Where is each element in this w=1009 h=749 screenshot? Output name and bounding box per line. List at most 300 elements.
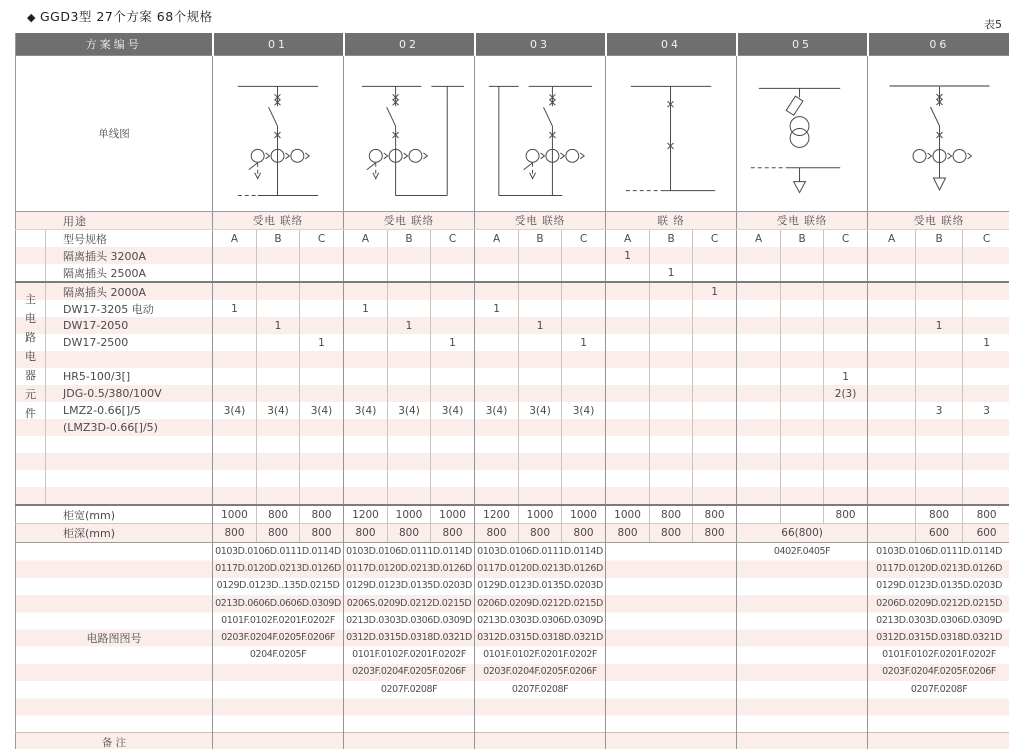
width-cell: 1200: [344, 505, 388, 524]
qty-cell: [257, 419, 300, 436]
qty-cell: [606, 402, 650, 419]
subcol-header-A: A: [344, 230, 388, 248]
qty-cell: [737, 402, 781, 419]
qty-cell: [693, 351, 737, 368]
qty-cell: [519, 264, 562, 282]
qty-cell: [519, 385, 562, 402]
spacer-cell: [562, 453, 606, 470]
qty-cell: [650, 419, 693, 436]
qty-cell: [519, 282, 562, 300]
component-label: 隔离插头 3200A: [63, 249, 147, 263]
subcol-header-B: B: [650, 230, 693, 248]
code-line: 0402F.0405F: [773, 546, 831, 557]
component-row: [16, 282, 1009, 300]
qty-cell: [868, 300, 916, 317]
component-label: HR5-100/3[]: [63, 370, 131, 383]
side-strip-cell: [16, 487, 46, 505]
spacer-row: [16, 470, 1009, 487]
qty-cell: [737, 351, 781, 368]
cabinet-width-label: 柜宽(mm): [16, 505, 213, 524]
spacer-cell: [213, 453, 257, 470]
qty-cell: [693, 402, 737, 419]
qty-cell: [475, 317, 519, 334]
qty-cell: [213, 247, 257, 264]
qty-cell: [963, 247, 1009, 264]
qty-cell: [650, 300, 693, 317]
qty-cell: 1: [693, 282, 737, 300]
width-cell: 800: [963, 505, 1009, 524]
qty-cell: 3(4): [475, 402, 519, 419]
qty-cell: [300, 264, 344, 282]
qty-cell: [388, 385, 431, 402]
qty-cell: [916, 264, 963, 282]
spacer-cell: [388, 436, 431, 453]
spacer-cell: [737, 470, 781, 487]
spacer-cell: [213, 436, 257, 453]
qty-cell: [693, 385, 737, 402]
qty-cell: [388, 300, 431, 317]
qty-cell: [213, 317, 257, 334]
spacer-cell: [824, 436, 868, 453]
spacer-row: [16, 487, 1009, 505]
qty-cell: [916, 419, 963, 436]
qty-cell: [781, 351, 824, 368]
scheme-header-04: 04: [606, 33, 737, 56]
purpose-value-04: 联 络: [606, 212, 737, 230]
depth-cell: [868, 524, 916, 543]
qty-cell: [737, 300, 781, 317]
qty-cell: [344, 264, 388, 282]
qty-cell: 3(4): [213, 402, 257, 419]
component-row: [16, 247, 1009, 264]
qty-cell: [963, 419, 1009, 436]
qty-cell: [650, 282, 693, 300]
qty-cell: [963, 385, 1009, 402]
subcol-header-A: A: [737, 230, 781, 248]
spacer-label: [46, 470, 213, 487]
qty-cell: [693, 334, 737, 351]
spacer-cell: [824, 470, 868, 487]
qty-cell: [300, 300, 344, 317]
subcol-header-B: B: [519, 230, 562, 248]
qty-cell: [916, 300, 963, 317]
depth-cell: 800: [562, 524, 606, 543]
code-line: 0117D.0120D.0213D.0126D: [215, 563, 341, 575]
qty-cell: [781, 247, 824, 264]
depth-cell: 800: [388, 524, 431, 543]
qty-cell: [737, 385, 781, 402]
spacer-cell: [606, 487, 650, 505]
spacer-cell: [475, 453, 519, 470]
code-line: 0103D.0106D.0111D.0114D: [876, 546, 1002, 557]
qty-cell: [916, 334, 963, 351]
qty-cell: [737, 317, 781, 334]
code-line: 0203F.0204F.0205F.0206F: [221, 631, 335, 643]
qty-cell: [300, 385, 344, 402]
spacer-row: [16, 453, 1009, 470]
spacer-cell: [737, 436, 781, 453]
width-cell: [737, 505, 781, 524]
qty-cell: [431, 368, 475, 385]
qty-cell: [781, 282, 824, 300]
code-line: 0207F.0208F: [511, 683, 569, 695]
qty-cell: [257, 334, 300, 351]
spacer-cell: [431, 470, 475, 487]
spacer-cell: [257, 436, 300, 453]
spacer-cell: [344, 487, 388, 505]
qty-cell: 3(4): [388, 402, 431, 419]
qty-cell: [781, 264, 824, 282]
spacer-cell: [781, 487, 824, 505]
code-line: 0207F.0208F: [910, 683, 968, 695]
component-label: DW17-3205 电动: [63, 302, 154, 316]
spacer-cell: [963, 487, 1009, 505]
qty-cell: 1: [916, 317, 963, 334]
qty-cell: [344, 419, 388, 436]
qty-cell: [650, 334, 693, 351]
diagram-codes-04: [606, 543, 737, 733]
subcol-header-B: B: [781, 230, 824, 248]
remarks-cell-06: [868, 733, 1009, 749]
spacer-cell: [868, 436, 916, 453]
qty-cell: [519, 351, 562, 368]
qty-cell: [693, 317, 737, 334]
qty-cell: [606, 419, 650, 436]
qty-cell: [475, 385, 519, 402]
qty-cell: 1: [519, 317, 562, 334]
code-line: 0312D.0315D.0318D.0321D: [346, 631, 472, 643]
depth-cell: 800: [606, 524, 650, 543]
page-title-text: GGD3型 27个方案 68个规格: [39, 9, 213, 24]
width-cell: 800: [257, 505, 300, 524]
code-line: 0207F.0208F: [380, 683, 438, 695]
qty-cell: [824, 402, 868, 419]
qty-cell: [963, 317, 1009, 334]
qty-cell: [562, 247, 606, 264]
code-line: 0129D.0123D.0135D.0203D: [477, 580, 603, 592]
spacer-cell: [916, 436, 963, 453]
side-strip-cell: [16, 247, 46, 264]
qty-cell: [213, 385, 257, 402]
side-strip-cell: [16, 453, 46, 470]
depth-cell: 800: [300, 524, 344, 543]
qty-cell: [824, 247, 868, 264]
spacer-cell: [737, 487, 781, 505]
qty-cell: [300, 247, 344, 264]
spacer-cell: [388, 487, 431, 505]
qty-cell: [562, 368, 606, 385]
scheme-header-06: 06: [868, 33, 1009, 56]
spacer-label: [46, 453, 213, 470]
spacer-cell: [475, 487, 519, 505]
qty-cell: [916, 368, 963, 385]
qty-cell: 3(4): [431, 402, 475, 419]
qty-cell: [475, 282, 519, 300]
spacer-cell: [781, 470, 824, 487]
qty-cell: [824, 334, 868, 351]
scheme-header-03: 03: [475, 33, 606, 56]
single-line-diagram-05: [737, 56, 868, 212]
code-line: 0103D.0106D.0111D.0114D: [477, 546, 603, 557]
spacer-cell: [781, 453, 824, 470]
spacer-cell: [562, 487, 606, 505]
qty-cell: [257, 300, 300, 317]
qty-cell: [344, 282, 388, 300]
spacer-cell: [519, 487, 562, 505]
side-strip-cell: [16, 264, 46, 282]
qty-cell: 3(4): [344, 402, 388, 419]
subcol-header-C: C: [824, 230, 868, 248]
purpose-row: [16, 212, 1009, 230]
component-label: JDG-0.5/380/100V: [63, 387, 162, 400]
code-line: 0213D.0303D.0306D.0309D: [346, 614, 472, 626]
spacer-cell: [650, 436, 693, 453]
spacer-cell: [344, 470, 388, 487]
spacer-row: [16, 436, 1009, 453]
qty-cell: [257, 351, 300, 368]
spacer-cell: [213, 470, 257, 487]
depth-cell: 800: [650, 524, 693, 543]
qty-cell: [606, 300, 650, 317]
qty-cell: [257, 247, 300, 264]
scheme-number-header: 方案编号: [16, 33, 213, 56]
component-label: 隔离插头 2000A: [63, 285, 147, 299]
qty-cell: [519, 419, 562, 436]
spacer-cell: [562, 470, 606, 487]
remarks-row: [16, 733, 1009, 749]
depth-cell: 800: [693, 524, 737, 543]
qty-cell: [868, 264, 916, 282]
qty-cell: [562, 264, 606, 282]
qty-cell: [257, 385, 300, 402]
remarks-cell-04: [606, 733, 737, 749]
qty-cell: [475, 247, 519, 264]
remarks-cell-01: [213, 733, 344, 749]
code-line: 0103D.0106D.0111D.0114D: [215, 546, 341, 557]
diagram-codes-05: [737, 543, 868, 733]
qty-cell: [781, 385, 824, 402]
cabinet-depth-row: [16, 524, 1009, 543]
width-cell: 1000: [562, 505, 606, 524]
qty-cell: [562, 300, 606, 317]
qty-cell: [344, 385, 388, 402]
qty-cell: 1: [431, 334, 475, 351]
qty-cell: [868, 317, 916, 334]
code-line: 0213D.0303D.0306D.0309D: [477, 614, 603, 626]
width-cell: 1000: [606, 505, 650, 524]
qty-cell: [431, 419, 475, 436]
spacer-cell: [650, 470, 693, 487]
subcol-header-C: C: [562, 230, 606, 248]
depth-cell: 800: [213, 524, 257, 543]
remarks-cell-02: [344, 733, 475, 749]
qty-cell: [650, 368, 693, 385]
qty-cell: [868, 385, 916, 402]
spacer-cell: [388, 470, 431, 487]
diagram-codes-02: [344, 543, 475, 733]
spacer-cell: [868, 470, 916, 487]
qty-cell: 1: [606, 247, 650, 264]
qty-cell: [824, 317, 868, 334]
spacer-cell: [257, 487, 300, 505]
qty-cell: 1: [300, 334, 344, 351]
qty-cell: [388, 351, 431, 368]
qty-cell: [475, 334, 519, 351]
qty-cell: [606, 334, 650, 351]
qty-cell: [781, 300, 824, 317]
qty-cell: [916, 247, 963, 264]
qty-cell: [868, 402, 916, 419]
spacer-cell: [213, 487, 257, 505]
component-row: [16, 385, 1009, 402]
qty-cell: 3: [963, 402, 1009, 419]
spacer-cell: [344, 436, 388, 453]
qty-cell: [824, 351, 868, 368]
code-line: 0129D.0123D.0135D.0203D: [346, 580, 472, 592]
qty-cell: [650, 317, 693, 334]
qty-cell: 1: [344, 300, 388, 317]
qty-cell: [300, 368, 344, 385]
code-line: 0206D.0209D.0212D.0215D: [477, 597, 603, 609]
qty-cell: [868, 419, 916, 436]
width-cell: 1000: [213, 505, 257, 524]
spacer-cell: [300, 487, 344, 505]
qty-cell: [693, 247, 737, 264]
component-row: [16, 317, 1009, 334]
spacer-cell: [868, 453, 916, 470]
width-cell: 1000: [519, 505, 562, 524]
code-line: 0206D.0209D.0212D.0215D: [876, 597, 1002, 609]
side-strip-cell: [16, 436, 46, 453]
component-row: [16, 300, 1009, 317]
qty-cell: [693, 419, 737, 436]
code-line: 0129D.0123D..135D.0215D: [216, 580, 340, 592]
code-line: 0101F.0102F.0201F.0202F: [483, 649, 597, 661]
scheme-header-02: 02: [344, 33, 475, 56]
qty-cell: [781, 419, 824, 436]
spacer-cell: [257, 453, 300, 470]
depth-cell-merged: 66(800): [737, 524, 868, 543]
code-line: 0101F.0102F.0201F.0202F: [882, 649, 997, 661]
qty-cell: [824, 264, 868, 282]
spacer-cell: [781, 436, 824, 453]
subcol-header-C: C: [963, 230, 1009, 248]
code-line: 0206S.0209D.0212D.0215D: [346, 597, 472, 609]
qty-cell: 3(4): [257, 402, 300, 419]
side-strip-cell: [16, 419, 46, 436]
qty-cell: 1: [650, 264, 693, 282]
qty-cell: [737, 334, 781, 351]
code-line: 0312D.0315D.0318D.0321D: [876, 631, 1002, 643]
qty-cell: [562, 317, 606, 334]
spec-table: [15, 33, 1009, 749]
component-row: [16, 419, 1009, 436]
qty-cell: [431, 317, 475, 334]
qty-cell: [388, 282, 431, 300]
qty-cell: [388, 419, 431, 436]
spacer-cell: [693, 436, 737, 453]
code-line: 0103D.0106D.0111D.0114D: [346, 546, 472, 557]
strip-char: 路: [25, 331, 36, 344]
qty-cell: [431, 351, 475, 368]
qty-cell: [963, 368, 1009, 385]
side-strip-cell: [16, 470, 46, 487]
component-row: [16, 351, 1009, 368]
qty-cell: [737, 282, 781, 300]
depth-cell: 800: [257, 524, 300, 543]
single-line-diagram-04: [606, 56, 737, 212]
subcol-header-C: C: [693, 230, 737, 248]
qty-cell: [916, 351, 963, 368]
width-cell: 800: [693, 505, 737, 524]
qty-cell: [519, 334, 562, 351]
spacer-cell: [606, 470, 650, 487]
qty-cell: [781, 402, 824, 419]
width-cell: 1000: [388, 505, 431, 524]
qty-cell: [475, 264, 519, 282]
strip-char: 器: [25, 369, 36, 382]
remarks-label: 备 注: [16, 733, 213, 749]
spacer-cell: [693, 487, 737, 505]
spacer-label: [46, 436, 213, 453]
qty-cell: 1: [257, 317, 300, 334]
qty-cell: [963, 300, 1009, 317]
spacer-cell: [344, 453, 388, 470]
qty-cell: [781, 368, 824, 385]
spacer-cell: [606, 436, 650, 453]
qty-cell: [475, 368, 519, 385]
spacer-cell: [431, 436, 475, 453]
qty-cell: [213, 282, 257, 300]
qty-cell: [606, 368, 650, 385]
code-line: 0204F.0205F: [249, 649, 307, 661]
subcol-header-A: A: [213, 230, 257, 248]
spec-header-row: [16, 230, 1009, 248]
component-row: [16, 264, 1009, 282]
width-cell: [781, 505, 824, 524]
subcol-header-B: B: [916, 230, 963, 248]
qty-cell: [737, 247, 781, 264]
spacer-cell: [519, 453, 562, 470]
spacer-cell: [606, 453, 650, 470]
qty-cell: [344, 351, 388, 368]
code-line: 0117D.0120D.0213D.0126D: [876, 563, 1002, 575]
qty-cell: [431, 385, 475, 402]
qty-cell: [562, 282, 606, 300]
qty-cell: [868, 282, 916, 300]
qty-cell: 3(4): [300, 402, 344, 419]
code-line: 0203F.0204F.0205F.0206F: [483, 666, 597, 678]
strip-char: 主: [25, 293, 36, 306]
width-cell: 800: [650, 505, 693, 524]
component-label: DW17-2050: [63, 319, 129, 332]
subcol-header-A: A: [606, 230, 650, 248]
qty-cell: 1: [213, 300, 257, 317]
spacer-cell: [388, 453, 431, 470]
qty-cell: [388, 264, 431, 282]
component-label: LMZ2-0.66[]/5: [63, 404, 141, 417]
component-row: [16, 334, 1009, 351]
qty-cell: [300, 282, 344, 300]
code-line: 0129D.0123D.0135D.0203D: [876, 580, 1002, 592]
subcol-header-C: C: [300, 230, 344, 248]
spacer-cell: [475, 470, 519, 487]
depth-cell: 600: [963, 524, 1009, 543]
qty-cell: [693, 368, 737, 385]
spacer-cell: [300, 436, 344, 453]
sheet-label: 表5: [984, 18, 1002, 31]
diagram-codes-row: [16, 543, 1009, 733]
